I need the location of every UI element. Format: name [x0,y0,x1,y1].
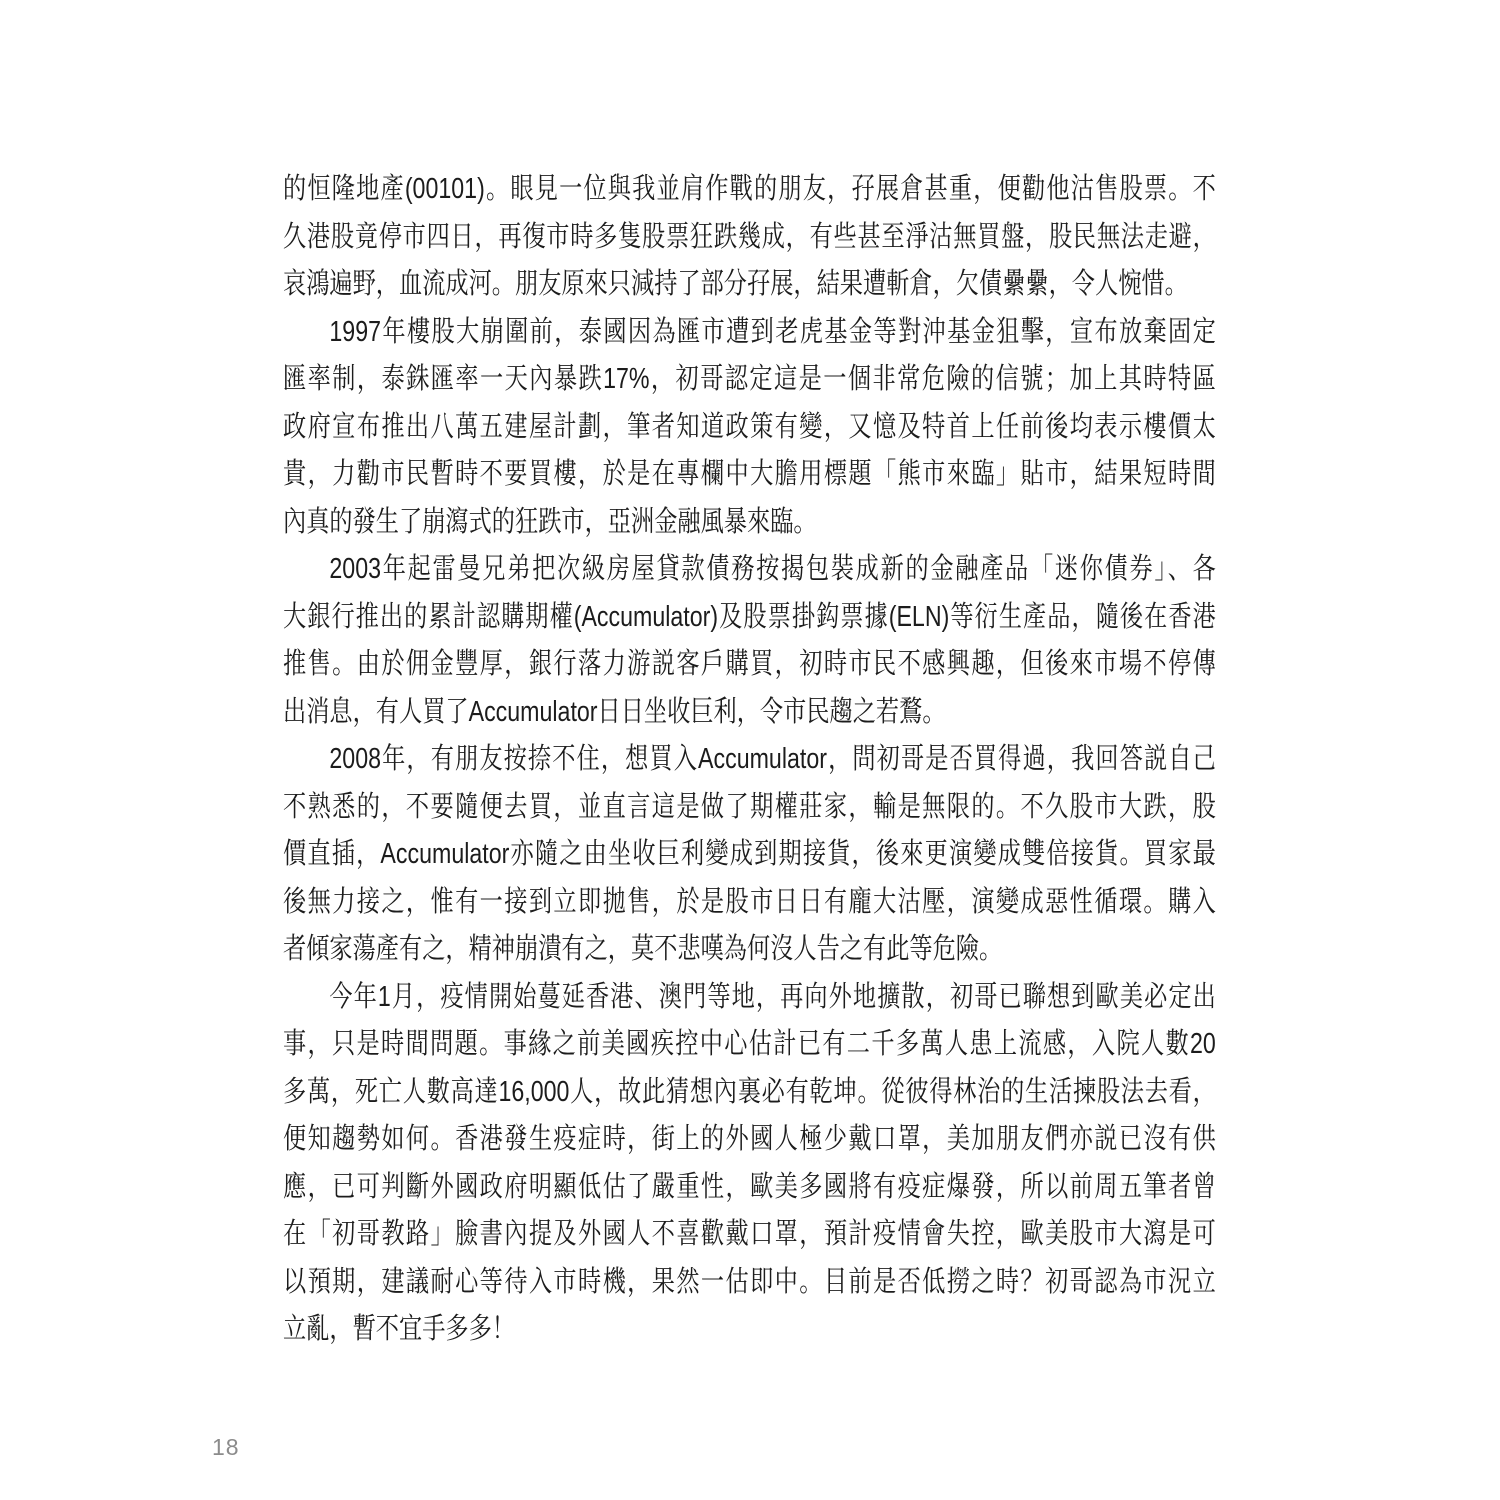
text-line: 者傾家蕩產有之，精神崩潰有之，莫不悲嘆為何沒人告之有此等危險。 [283,933,1003,965]
text-line: 今年1月，疫情開始蔓延香港、澳門等地，再向外地擴散，初哥已聯想到歐美必定出 [329,980,1216,1013]
text-line: 立亂，暫不宜手多多！ [283,1313,516,1345]
text-line: 匯率制，泰銖匯率一天內暴跌17%，初哥認定這是一個非常危險的信號；加上其時特區 [283,363,1216,395]
text-line: 在「初哥教路」臉書內提及外國人不喜歡戴口罩，預計疫情會失控，歐美股市大瀉是可 [283,1218,1216,1250]
text-line: 政府宣布推出八萬五建屋計劃，筆者知道政策有變，又憶及特首上任前後均表示樓價太 [283,410,1216,443]
text-line: 2003年起雷曼兄弟把次級房屋貸款債務按揭包裝成新的金融產品「迷你債券」、各 [329,553,1216,585]
paragraph [283,546,1216,736]
text-line: 便知趨勢如何。香港發生疫症時，街上的外國人極少戴口罩，美加朋友們亦説已沒有供 [283,1123,1216,1155]
text-line: 久港股竟停市四日，再復市時多隻股票狂跌幾成，有些甚至淨沽無買盤，股民無法走避， [283,220,1216,253]
text-line: 出消息，有人買了Accumulator日日坐收巨利，令市民趨之若鶩。 [283,695,946,728]
text-line: 的恒隆地產(00101)。眼見一位與我並肩作戰的朋友，孖展倉甚重，便勸他沽售股票。不 [283,173,1216,205]
text-line: 1997年樓股大崩圍前，泰國因為匯市遭到老虎基金等對沖基金狙擊，宣布放棄固定 [329,315,1216,348]
paragraph [283,309,1216,547]
paragraph [283,166,1216,309]
body-text-block [283,166,1216,1354]
text-line: 2008年，有朋友按捺不住，想買入Accumulator，問初哥是否買得過，我回答説自己 [329,743,1216,775]
text-line: 推售。由於佣金豐厚，銀行落力游説客戶購買，初時市民不感興趣，但後來市場不停傳 [283,648,1216,680]
page-number: 18 [212,1434,240,1460]
text-line: 不熟悉的，不要隨便去買，並直言這是做了期權莊家，輸是無限的。不久股市大跌，股 [283,790,1216,823]
text-line: 多萬，死亡人數高達16,000人，故此猜想內裏必有乾坤。從彼得林治的生活揀股法去看， [283,1075,1216,1108]
text-line: 貴，力勸市民暫時不要買樓，於是在專欄中大膽用標題「熊市來臨」貼市，結果短時間 [283,458,1216,490]
text-line: 大銀行推出的累計認購期權(Accumulator)及股票掛鈎票據(ELN)等衍生產品，隨後在香港 [283,600,1216,633]
paragraph [283,974,1216,1354]
text-line: 內真的發生了崩瀉式的狂跌市，亞洲金融風暴來臨。 [283,505,817,538]
text-line: 以預期，建議耐心等待入市時機，果然一估即中。目前是否低撈之時？初哥認為市況立 [283,1265,1216,1298]
text-line: 後無力接之，惟有一接到立即拋售，於是股市日日有龐大沽壓，演變成惡性循環。購入 [283,885,1216,918]
text-line: 事，只是時間問題。事緣之前美國疾控中心估計已有二千多萬人患上流感，入院人數20 [283,1028,1216,1060]
text-line: 價直插，Accumulator亦隨之由坐收巨利變成到期接貨，後來更演變成雙倍接貨。買家最 [283,838,1216,870]
paragraph [283,736,1216,974]
text-line: 哀鴻遍野，血流成河。朋友原來只減持了部分孖展，結果遭斬倉，欠債纍纍，令人惋惜。 [283,268,1188,300]
text-line: 應，已可判斷外國政府明顯低估了嚴重性，歐美多國將有疫症爆發，所以前周五筆者曾 [283,1170,1216,1203]
